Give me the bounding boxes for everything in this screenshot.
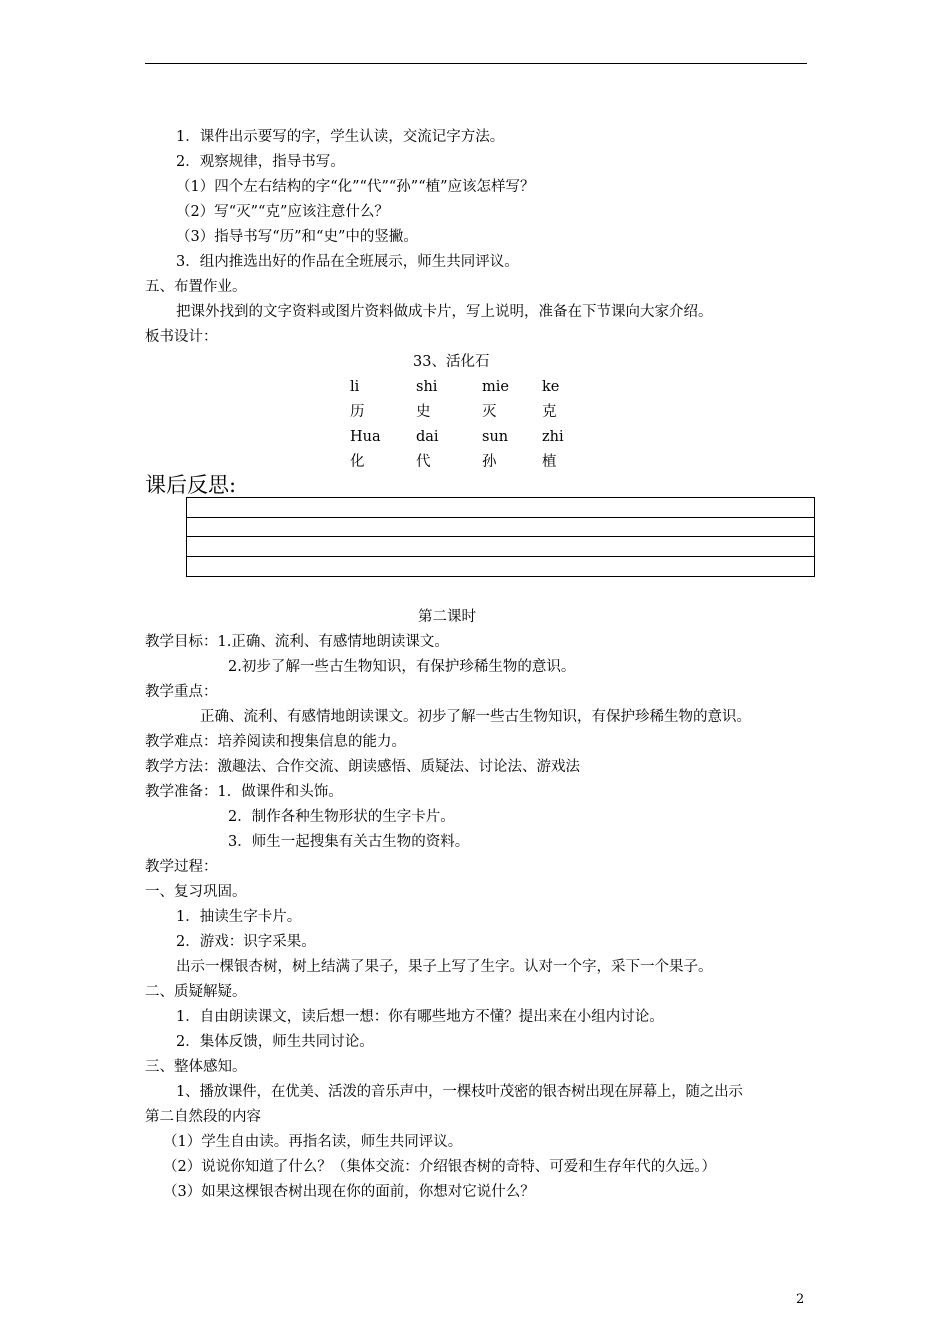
- text-line: 3．组内推选出好的作品在全班展示，师生共同评议。: [176, 254, 519, 270]
- text-line: 教学过程：: [145, 859, 218, 875]
- text-line: 教学准备：1．做课件和头饰。: [145, 784, 343, 800]
- text-line: 第二自然段的内容: [145, 1109, 261, 1125]
- text-line: （2）说说你知道了什么？（集体交流：介绍银杏树的奇特、可爱和生存年代的久远。）: [163, 1159, 716, 1175]
- text-line: 3．师生一起搜集有关古生物的资料。: [228, 834, 470, 850]
- lesson-title: 第二课时: [418, 609, 476, 625]
- text-line: 正确、流利、有感情地朗读课文。初步了解一些古生物知识，有保护珍稀生物的意识。: [200, 709, 751, 725]
- board-char: 植: [542, 454, 557, 470]
- text-line: 1．抽读生字卡片。: [176, 909, 302, 925]
- text-line: （3）指导书写“历”和“史”中的竖撇。: [176, 229, 418, 245]
- text-line: 2．游戏：识字采果。: [176, 934, 316, 950]
- board-char: 史: [416, 404, 431, 420]
- board-pinyin: Hua: [350, 429, 381, 445]
- text-line: 出示一棵银杏树，树上结满了果子，果子上写了生字。认对一个字，采下一个果子。: [176, 959, 713, 975]
- text-line: 2．观察规律，指导书写。: [176, 154, 345, 170]
- text-line: （2）写“灭”“克”应该注意什么？: [176, 204, 389, 220]
- text-line: 把课外找到的文字资料或图片资料做成卡片，写上说明，准备在下节课向大家介绍。: [176, 304, 713, 320]
- board-pinyin: shi: [416, 379, 438, 395]
- header-rule: [145, 63, 807, 64]
- text-line: （1）学生自由读。再指名读，师生共同评议。: [163, 1134, 463, 1150]
- text-line: （1）四个左右结构的字“化”“代”“孙”“植”应该怎样写？: [176, 179, 535, 195]
- page-number: 2: [796, 1292, 805, 1307]
- text-line: 2.初步了解一些古生物知识，有保护珍稀生物的意识。: [228, 659, 576, 675]
- section-heading: 三、整体感知。: [145, 1059, 247, 1075]
- reflection-row: [187, 498, 814, 518]
- text-line: 1．课件出示要写的字，学生认读，交流记字方法。: [176, 129, 505, 145]
- text-line: 2．制作各种生物形状的生字卡片。: [228, 809, 455, 825]
- section-heading: 二、质疑解疑。: [145, 984, 247, 1000]
- text-line: 2．集体反馈，师生共同讨论。: [176, 1034, 374, 1050]
- text-line: 1、播放课件，在优美、活泼的音乐声中，一棵枝叶茂密的银杏树出现在屏幕上，随之出示: [176, 1084, 743, 1100]
- reflection-box: [186, 497, 815, 577]
- board-pinyin: mie: [482, 379, 509, 395]
- board-pinyin: ke: [542, 379, 560, 395]
- board-char: 灭: [482, 404, 497, 420]
- text-line: 1．自由朗读课文，读后想一想：你有哪些地方不懂？提出来在小组内讨论。: [176, 1009, 664, 1025]
- board-char: 化: [350, 454, 365, 470]
- board-pinyin: sun: [482, 429, 509, 445]
- text-line: 教学重点：: [145, 684, 218, 700]
- board-pinyin: li: [350, 379, 360, 395]
- reflection-row: [187, 518, 814, 538]
- section-heading: 五、布置作业。: [145, 279, 247, 295]
- reflection-row: [187, 557, 814, 577]
- text-line: （3）如果这棵银杏树出现在你的面前，你想对它说什么？: [163, 1184, 535, 1200]
- board-title: 33、活化石: [413, 354, 490, 370]
- board-char: 历: [350, 404, 365, 420]
- board-char: 代: [416, 454, 431, 470]
- reflection-row: [187, 537, 814, 557]
- text-line: 教学难点：培养阅读和搜集信息的能力。: [145, 734, 406, 750]
- text-line: 教学方法：激趣法、合作交流、朗读感悟、质疑法、讨论法、游戏法: [145, 759, 580, 775]
- board-char: 孙: [482, 454, 497, 470]
- board-char: 克: [542, 404, 557, 420]
- section-heading: 一、复习巩固。: [145, 884, 247, 900]
- text-line: 教学目标：1.正确、流利、有感情地朗读课文。: [145, 634, 449, 650]
- reflection-heading: 课后反思:: [145, 473, 237, 497]
- board-design-label: 板书设计：: [145, 329, 218, 345]
- board-pinyin: zhi: [542, 429, 564, 445]
- board-pinyin: dai: [416, 429, 439, 445]
